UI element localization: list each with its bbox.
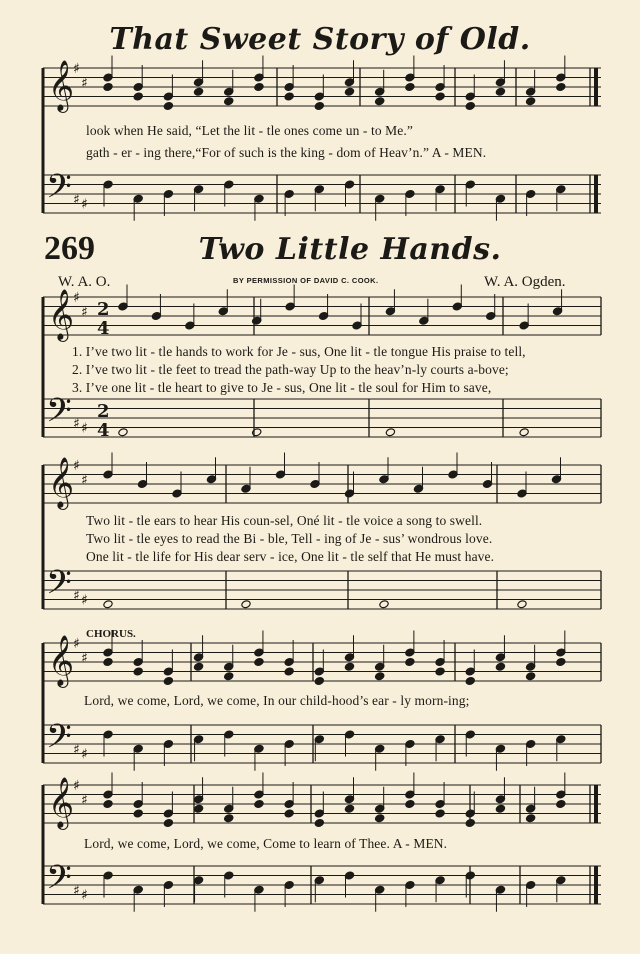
notehead bbox=[314, 102, 324, 111]
notehead bbox=[405, 658, 415, 667]
permission-note: BY PERMISSION OF DAVID C. COOK. bbox=[233, 276, 379, 285]
hymn-title: Two Little Hands. bbox=[198, 232, 502, 267]
prev-hymn-title: That Sweet Story of Old. bbox=[109, 22, 531, 57]
verse-3-line-2: One lit - tle life for His dear serv - ice, One lit - tle self that He must have. bbox=[86, 549, 495, 564]
notehead bbox=[556, 83, 566, 92]
sharp-sign: ♯ bbox=[81, 304, 88, 321]
notehead bbox=[375, 97, 385, 106]
notehead bbox=[103, 83, 113, 92]
sharp-sign: ♯ bbox=[81, 792, 88, 809]
notehead bbox=[525, 97, 535, 106]
chorus-line-1: Lord, we come, Lord, we come, In our child-hood’s ear - ly morn-ing; bbox=[84, 693, 470, 708]
notehead bbox=[405, 83, 415, 92]
notehead bbox=[284, 92, 294, 101]
prev-lyric-line-1: look when He said, “Let the lit - tle ones come un - to Me.” bbox=[86, 123, 413, 138]
notehead bbox=[495, 804, 505, 813]
chorus-line-2: Lord, we come, Lord, we come, Come to learn of Thee. A - MEN. bbox=[84, 836, 448, 851]
bass-clef: 𝄢 bbox=[46, 718, 72, 764]
bass-clef: 𝄢 bbox=[46, 168, 72, 214]
sharp-sign: ♯ bbox=[73, 741, 80, 758]
notehead bbox=[314, 819, 324, 828]
notehead bbox=[375, 814, 385, 823]
notehead bbox=[519, 428, 529, 437]
final-barline bbox=[594, 785, 598, 823]
treble-clef: 𝄞 bbox=[48, 635, 75, 686]
notehead bbox=[517, 600, 527, 609]
bass-clef: 𝄢 bbox=[46, 392, 72, 438]
sharp-sign: ♯ bbox=[81, 472, 88, 489]
sharp-sign: ♯ bbox=[73, 415, 80, 432]
notehead bbox=[252, 428, 262, 437]
notehead bbox=[465, 102, 475, 111]
notehead bbox=[525, 814, 535, 823]
notehead bbox=[435, 667, 445, 676]
sharp-sign: ♯ bbox=[73, 290, 80, 306]
verse-1-line-2: Two lit - tle ears to hear His coun-sel, Oné lit - tle voice a song to swell. bbox=[86, 513, 483, 528]
notehead bbox=[465, 677, 475, 686]
hymn-number: 269 bbox=[44, 230, 95, 267]
notehead bbox=[344, 662, 354, 671]
notehead bbox=[254, 83, 264, 92]
bass-clef: 𝄢 bbox=[46, 859, 72, 905]
notehead bbox=[254, 800, 264, 809]
sharp-sign: ♯ bbox=[81, 746, 88, 763]
notehead bbox=[495, 87, 505, 96]
notehead bbox=[193, 804, 203, 813]
sharp-sign: ♯ bbox=[73, 882, 80, 899]
prev-lyric-line-2: gath - er - ing there,“For of such is the king - dom of Heav’n.” A - MEN. bbox=[86, 145, 487, 160]
notehead bbox=[133, 667, 143, 676]
time-signature-top: 2 bbox=[97, 299, 110, 320]
verse-3-line-1: 3. I’ve one lit - tle heart to give to Je - sus, One lit - tle soul for Him to save, bbox=[72, 380, 492, 395]
notehead bbox=[284, 809, 294, 818]
treble-clef: 𝄞 bbox=[48, 777, 75, 828]
lyricist: W. A. O. bbox=[58, 274, 111, 290]
time-signature-top: 2 bbox=[97, 401, 110, 422]
sharp-sign: ♯ bbox=[81, 420, 88, 437]
notehead bbox=[556, 800, 566, 809]
time-signature-bottom: 4 bbox=[97, 318, 110, 339]
sharp-sign: ♯ bbox=[81, 650, 88, 667]
notehead bbox=[103, 600, 113, 609]
notehead bbox=[241, 600, 251, 609]
notehead bbox=[375, 672, 385, 681]
notehead bbox=[193, 87, 203, 96]
notehead bbox=[344, 804, 354, 813]
time-signature-bottom: 4 bbox=[97, 420, 110, 441]
notehead bbox=[379, 600, 389, 609]
bass-clef: 𝄢 bbox=[46, 564, 72, 610]
treble-clef: 𝄞 bbox=[48, 289, 75, 340]
sharp-sign: ♯ bbox=[81, 75, 88, 92]
verse-2-line-2: Two lit - tle eyes to read the Bi - ble, Tell - ing of Je - sus’ wondrous love. bbox=[86, 531, 493, 546]
verse-1-line-1: 1. I’ve two lit - tle hands to work for Je - sus, One lit - tle tongue His praise to tell, bbox=[72, 344, 526, 359]
notehead bbox=[118, 428, 128, 437]
notehead bbox=[163, 677, 173, 686]
notehead bbox=[224, 97, 234, 106]
chorus-label: CHORUS. bbox=[86, 628, 136, 640]
verse-2-line-1: 2. I’ve two lit - tle feet to tread the path-way Up to the heav’n-ly courts a-bove; bbox=[72, 362, 509, 377]
composer: W. A. Ogden. bbox=[484, 274, 566, 290]
treble-clef: 𝄞 bbox=[48, 60, 75, 111]
sharp-sign: ♯ bbox=[81, 887, 88, 904]
notehead bbox=[193, 662, 203, 671]
notehead bbox=[103, 658, 113, 667]
notehead bbox=[133, 809, 143, 818]
sharp-sign: ♯ bbox=[81, 196, 88, 213]
treble-clef: 𝄞 bbox=[48, 457, 75, 508]
sharp-sign: ♯ bbox=[73, 636, 80, 652]
notehead bbox=[163, 102, 173, 111]
sharp-sign: ♯ bbox=[73, 778, 80, 794]
notehead bbox=[133, 92, 143, 101]
sharp-sign: ♯ bbox=[81, 592, 88, 609]
notehead bbox=[224, 672, 234, 681]
notehead bbox=[344, 87, 354, 96]
notehead bbox=[103, 800, 113, 809]
notehead bbox=[284, 667, 294, 676]
sharp-sign: ♯ bbox=[73, 61, 80, 77]
sharp-sign: ♯ bbox=[73, 191, 80, 208]
notehead bbox=[435, 92, 445, 101]
notehead bbox=[435, 809, 445, 818]
notehead bbox=[163, 819, 173, 828]
notehead bbox=[254, 658, 264, 667]
notehead bbox=[224, 814, 234, 823]
final-barline bbox=[594, 866, 598, 904]
notehead bbox=[405, 800, 415, 809]
final-barline bbox=[594, 68, 598, 106]
final-barline bbox=[594, 175, 598, 213]
notehead bbox=[385, 428, 395, 437]
notehead bbox=[465, 819, 475, 828]
notehead bbox=[495, 662, 505, 671]
sharp-sign: ♯ bbox=[73, 458, 80, 474]
notehead bbox=[525, 672, 535, 681]
sharp-sign: ♯ bbox=[73, 587, 80, 604]
notehead bbox=[314, 677, 324, 686]
notehead bbox=[556, 658, 566, 667]
